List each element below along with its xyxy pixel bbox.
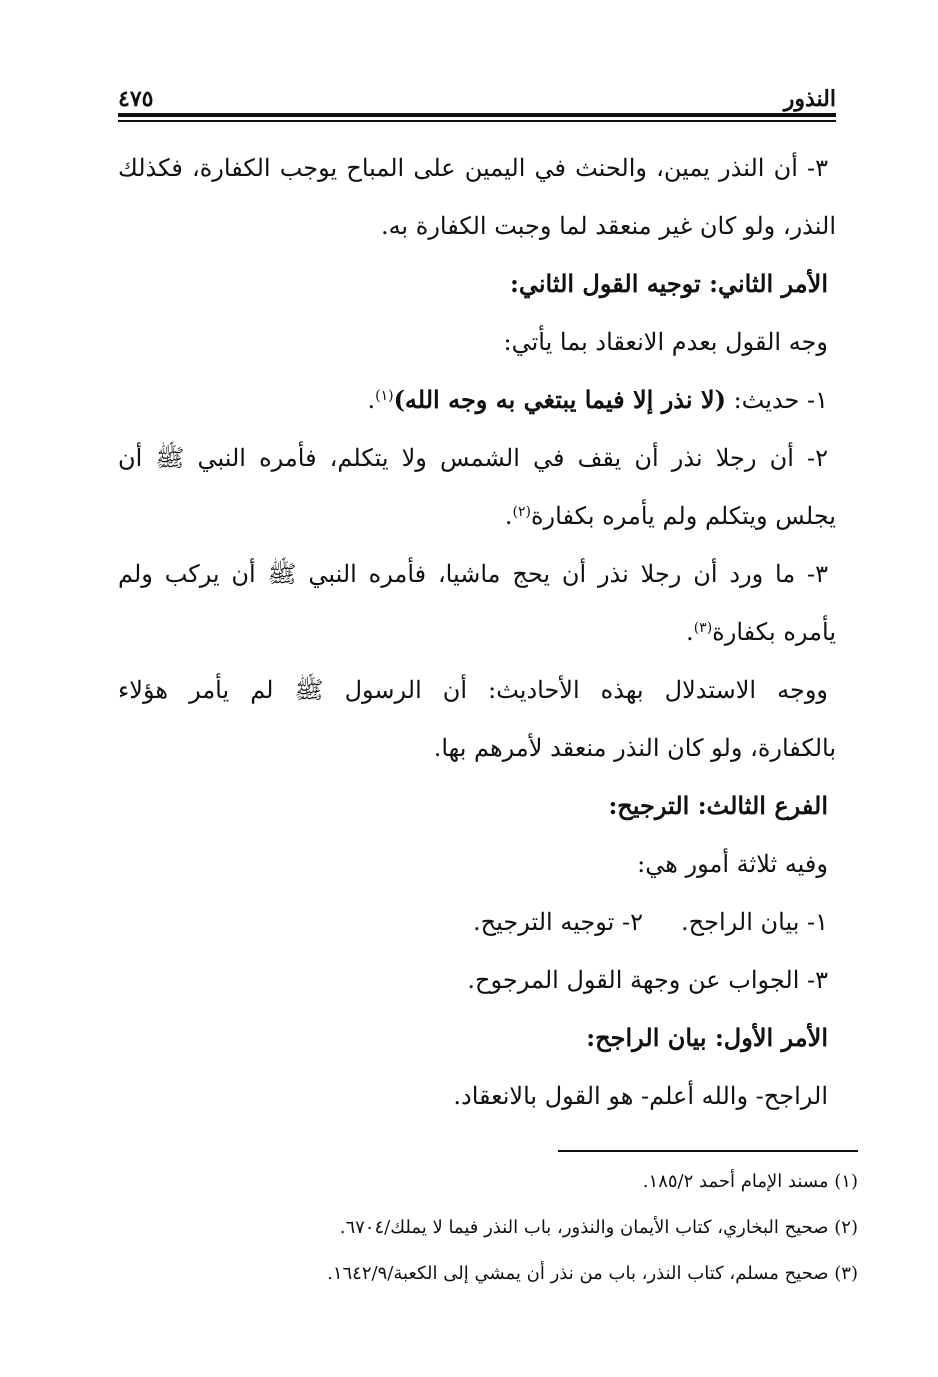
paragraph-line: ووجه الاستدلال بهذه الأحاديث: أن الرسول ﷺ لم يأمر هؤلاء — [118, 676, 828, 704]
list-item: ٢- توجيه الترجيح. — [473, 908, 643, 936]
paragraph-line: وجه القول بعدم الانعقاد بما يأتي: — [503, 328, 828, 356]
header-rule-thick — [118, 113, 836, 117]
item-text: يجلس ويتكلم ولم يأمره بكفارة — [530, 502, 836, 530]
footnote-separator — [558, 1150, 858, 1152]
page-number: ٤٧٥ — [118, 86, 154, 112]
list-item: ٣- ما ورد أن رجلا نذر أن يحج ماشيا، فأمره النبي ﷺ أن يركب ولم — [118, 560, 828, 588]
footnote: (٣) صحيح مسلم، كتاب النذر، باب من نذر أن يمشي إلى الكعبة/١٦٤٢/٩. — [327, 1263, 858, 1284]
list-item: ٣- الجواب عن وجهة القول المرجوح. — [467, 966, 828, 994]
footnote: (٢) صحيح البخاري، كتاب الأيمان والنذور، باب النذر فيما لا يملك/٦٧٠٤. — [339, 1217, 858, 1238]
list-item — [118, 380, 836, 438]
footnote: (١) مسند الإمام أحمد ١٨٥/٢. — [642, 1171, 858, 1192]
period: . — [367, 386, 376, 414]
list-item: ١- بيان الراجح. — [681, 908, 828, 936]
footnote-ref: (٢) — [512, 504, 531, 520]
period: . — [686, 618, 694, 646]
list-item-continuation — [118, 612, 836, 670]
period: . — [504, 502, 513, 530]
list-item: ٢- أن رجلا نذر أن يقف في الشمس ولا يتكلم، فأمره النبي ﷺ أن — [118, 444, 828, 472]
section-heading: الفرع الثالث: الترجيح: — [608, 791, 828, 820]
list-item-continuation — [118, 496, 836, 554]
header-rule-thin — [118, 120, 836, 122]
item-text: يأمره بكفارة — [712, 618, 836, 646]
paragraph-line: الراجح- والله أعلم- هو القول بالانعقاد. — [453, 1082, 828, 1110]
running-header — [118, 82, 836, 112]
paragraph-line: ٣- أن النذر يمين، والحنث في اليمين على المباح يوجب الكفارة، فكذلك — [118, 154, 828, 182]
section-heading: الأمر الأول: بيان الراجح: — [586, 1023, 828, 1052]
chapter-title: النذور — [783, 86, 836, 112]
list-row — [118, 902, 836, 960]
hadith-quote: (لا نذر إلا فيما يبتغي به وجه الله) — [393, 385, 726, 414]
section-heading: الأمر الثاني: توجيه القول الثاني: — [509, 269, 828, 298]
footnote-ref: (١) — [375, 388, 394, 404]
paragraph-line: بالكفارة، ولو كان النذر منعقد لأمرهم بها. — [433, 734, 836, 762]
item-text: ١- حديث: — [725, 386, 828, 414]
body-text — [118, 148, 836, 1134]
footnotes — [118, 1162, 858, 1300]
paragraph-line: النذر، ولو كان غير منعقد لما وجبت الكفارة به. — [380, 212, 836, 240]
paragraph-line: وفيه ثلاثة أمور هي: — [637, 850, 828, 878]
footnote-ref: (٣) — [693, 620, 713, 636]
